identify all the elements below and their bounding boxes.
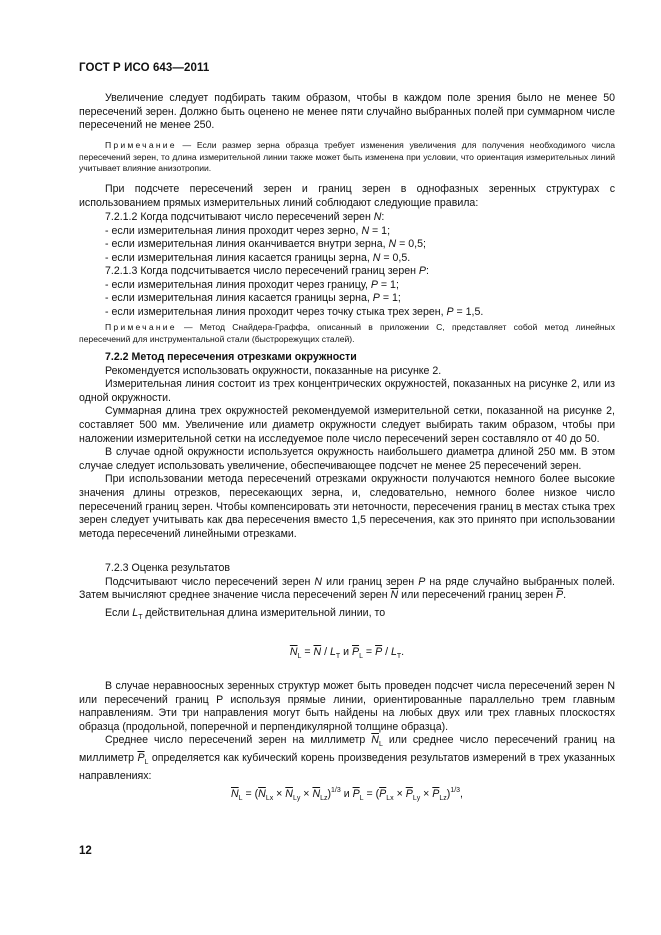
text: Суммарная длина трех окружностей рекомендуемой измерительной сетки, показанной на рисунке 2, составляет 500 мм. Увеличение или диаметр окружности следует выбирать таким образом, чтобы при наложении измерительной сетки на исследуемое поле число пересечений зерен составляло от 40 до 50. [79,405,615,445]
document-header: ГОСТ Р ИСО 643—2011 [79,62,210,74]
rule-item: - если измерительная линия касается границы зерна, P = 1; [105,292,401,305]
section-7-2-2 [79,351,615,541]
section-heading: 7.2.3 Оценка результатов [105,562,231,574]
text: При подсчете пересечений зерен и границ зерен в однофазных зеренных структурах с использованием прямых измерительных линий соблюдают следующие правила: [79,183,615,209]
text: Если $L_T$ действительная длина измерительной линии, то [105,606,386,621]
note-label: Примечание [105,322,177,332]
text: Рекомендуется использовать окружности, показанные на рисунке 2. [105,364,442,377]
rule-item: - если измерительная линия проходит через зерно, N = 1; [105,224,391,237]
rules-grain-intersections [79,211,615,265]
note-2 [79,322,615,345]
rule-item: - если измерительная линия проходит через границу, P = 1; [105,278,399,291]
rules-boundary-intersections [79,265,615,319]
paragraph-non-equiaxed [79,680,615,783]
note-label: Примечание [105,140,177,150]
paragraph-magnification [79,92,615,133]
rule-item: - если измерительная линия оканчивается внутри зерна, N = 0,5; [105,238,426,251]
formula-1: $\overline{N}_L = \overline{N} / L_T$ и $\overline{P}_L = \overline{P} / L_T$. [289,646,405,660]
text: Подсчитывают число пересечений зерен N или границ зерен P на ряде случайно выбранных полей. Затем вычисляют среднее значение числа пересечений зерен $\overline{N}$ или пересечений границ зерен $\overline{P}$. [79,575,615,602]
section-7-2-3 [79,562,615,624]
note-text: — Если размер зерна образца требует изменения увеличения для получения необходимого числа пересечений зерен, то длина измерительной линии также может быть изменена при условии, что ориентация измерительных линий учитывает влияние анизотропии. [79,140,615,174]
page-number: 12 [79,845,92,857]
rule-item: - если измерительная линия проходит через точку стыка трех зерен, P = 1,5. [105,305,484,318]
text: Измерительная линия состоит из трех концентрических окружностей, показанных на рисунке 2, или из одной окружности. [79,378,615,404]
text: При использовании метода пересечений отрезками окружности получаются немного более высокие значения длины отрезков, пересекающих зерна, и, следовательно, немного более низкое число пересечений границ зерен. Чтобы компенсировать эти неточности, пересечения границ в местах стыка трех зерен следует учитывать как два пересечения вместо 1,5 пересечения, как это принято при использовании метода пересечений линейными отрезками. [79,473,615,540]
text: Увеличение следует подбирать таким образом, чтобы в каждом поле зрения было не менее 50 пересечений зерен. Должно быть оценено не менее пяти случайно выбранных полей при суммарном числе пересечений не менее 250. [79,92,615,132]
formula-2: $\overline{N}_L = (\overline{N}_{Lx} \times \overline{N}_{Ly} \times \overline{N}_{Lz})^{1/3}$ и $\overline{P}_L = (\overline{P}_{Lx} \times \overline{P}_{Ly} \times \overline{P}_{Lz})^{1/3}$, [230,787,463,802]
text: Среднее число пересечений зерен на миллиметр $\overline{N}_L$ или среднее число пересечений границ на миллиметр $\overline{P}_L$ определяется как кубический корень произведения результатов измерений в трех указанных направлениях: [79,734,615,782]
rule-title: 7.2.1.3 Когда подсчитывается число пересечений границ зерен P: [105,265,429,277]
text: В случае одной окружности используется окружность наибольшего диаметра длиной 250 мм. В этом случае следует использовать увеличение, обеспечивающее подсчет не менее 25 пересечений зерен. [79,446,615,472]
note-text: — Метод Снайдера-Граффа, описанный в приложении С, представляет собой метод линейных пересечений для инструментальной стали (быстрорежущих сталей). [79,322,615,344]
text: В случае неравноосных зеренных структур может быть проведен подсчет числа пересечений зерен N или пересечений границ P используя прямые линии, ориентированные параллельно трем главным направлениям. Эти три направления могут быть найдены на любых двух или трех главных плоскостях образца (продольной, поперечной и перпендикулярной толщине образца). [79,680,615,733]
section-heading: 7.2.2 Метод пересечения отрезками окружности [105,351,357,363]
note-1 [79,140,615,175]
rule-title: 7.2.1.2 Когда подсчитывают число пересечений зерен N: [105,211,385,223]
paragraph-rules-intro [79,183,615,210]
rule-item: - если измерительная линия касается границы зерна, N = 0,5. [105,251,411,264]
